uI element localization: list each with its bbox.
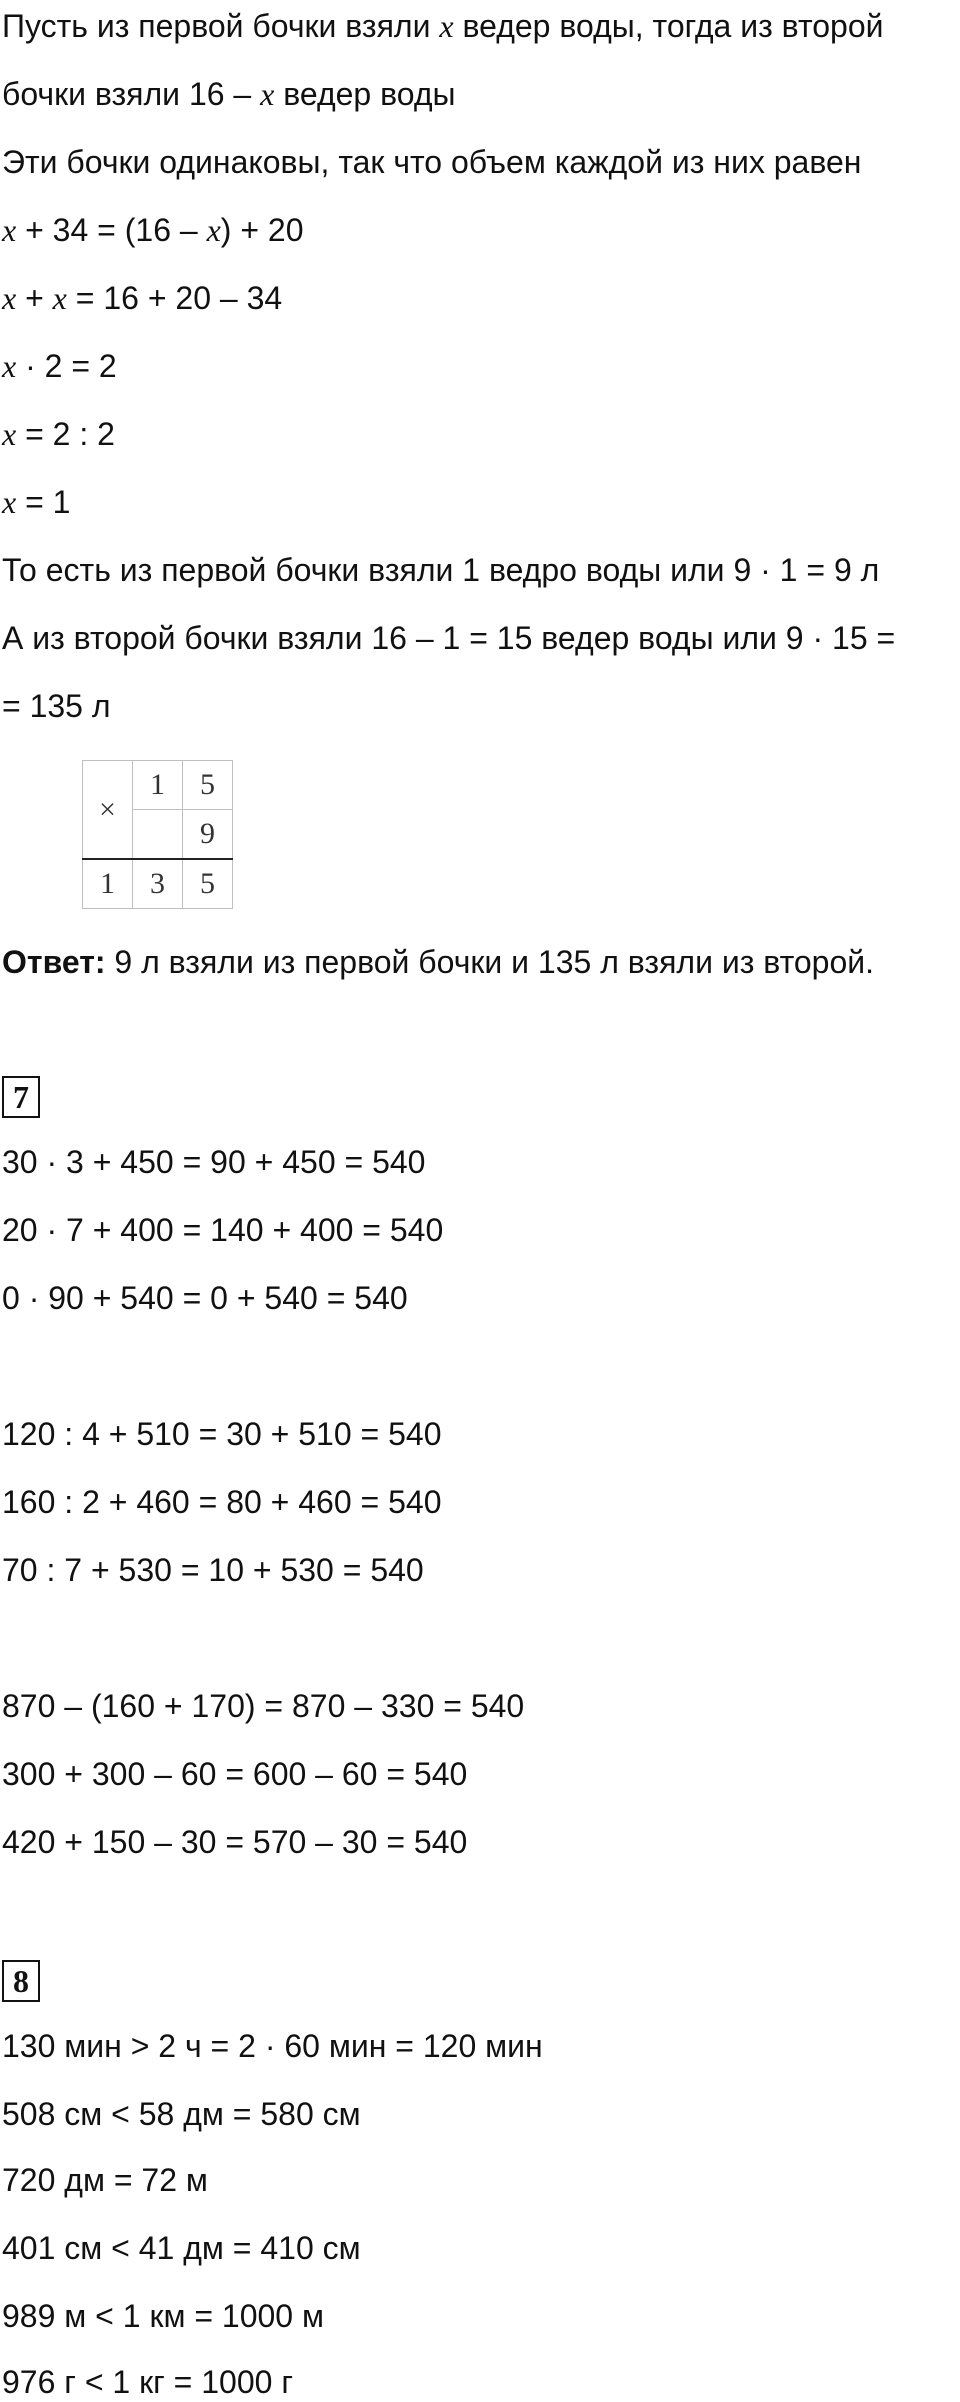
equation-line [2,210,303,250]
variable: x [439,8,454,44]
text-fragment: = 1 [16,484,71,520]
comparison-line: 130 мин > 2 ч = 2 · 60 мин = 120 мин [2,2028,543,2064]
variable: x [206,212,221,248]
expression-line: 70 : 7 + 530 = 10 + 530 = 540 [2,1552,424,1588]
digit-cell [133,810,183,860]
equation-line [2,346,117,386]
text-fragment: + [16,280,53,316]
comparison-line: 508 см < 58 дм = 580 см [2,2096,361,2132]
digit-cell: 1 [133,761,183,810]
equation-line [2,482,70,522]
text-line [2,74,456,114]
column-multiplication [82,760,233,909]
multiply-sign: × [83,761,133,860]
expression-line: 300 + 300 – 60 = 600 – 60 = 540 [2,1756,468,1792]
expression-line: 0 · 90 + 540 = 0 + 540 = 540 [2,1280,408,1316]
equation-line [2,414,115,454]
expression-line: 420 + 150 – 30 = 570 – 30 = 540 [2,1824,468,1860]
variable: x [2,416,17,452]
variable: x [2,280,17,316]
expression-line: 30 · 3 + 450 = 90 + 450 = 540 [2,1144,426,1180]
text-line: А из второй бочки взяли 16 – 1 = 15 ведер воды или 9 · 15 = [2,620,896,656]
text-fragment: + 34 = (16 – [16,212,207,248]
task-number-badge: 7 [2,1076,40,1118]
result-digit: 5 [183,859,233,909]
variable: x [52,280,67,316]
comparison-line: 720 дм = 72 м [2,2162,208,2198]
variable: x [2,484,17,520]
comparison-line: 989 м < 1 км = 1000 м [2,2298,324,2334]
comparison-line: 976 г < 1 кг = 1000 г [2,2364,293,2400]
text-fragment: Пусть из первой бочки взяли [2,8,440,44]
expression-line: 20 · 7 + 400 = 140 + 400 = 540 [2,1212,444,1248]
text-fragment: ведер воды, тогда из второй [453,8,884,44]
variable: x [260,76,275,112]
text-fragment: = 16 + 20 – 34 [66,280,283,316]
answer-text: 9 л взяли из первой бочки и 135 л взяли из второй. [105,944,875,980]
digit-cell: 9 [183,810,233,860]
text-line: = 135 л [2,688,111,724]
task-number-badge: 8 [2,1960,40,2002]
expression-line: 120 : 4 + 510 = 30 + 510 = 540 [2,1416,442,1452]
text-fragment: = 2 : 2 [16,416,115,452]
equation-line [2,278,282,318]
answer-line [2,942,874,982]
text-fragment: ведер воды [274,76,456,112]
text-line [2,6,884,46]
text-fragment: · 2 = 2 [16,348,117,384]
text-line: То есть из первой бочки взяли 1 ведро воды или 9 · 1 = 9 л [2,552,880,588]
text-line: Эти бочки одинаковы, так что объем каждой из них равен [2,144,862,180]
comparison-line: 401 см < 41 дм = 410 см [2,2230,361,2266]
answer-label: Ответ: [2,944,106,980]
variable: x [2,212,17,248]
variable: x [2,348,17,384]
expression-line: 870 – (160 + 170) = 870 – 330 = 540 [2,1688,525,1724]
text-fragment: бочки взяли 16 – [2,76,261,112]
result-digit: 1 [83,859,133,909]
expression-line: 160 : 2 + 460 = 80 + 460 = 540 [2,1484,442,1520]
result-digit: 3 [133,859,183,909]
text-fragment: ) + 20 [220,212,304,248]
digit-cell: 5 [183,761,233,810]
